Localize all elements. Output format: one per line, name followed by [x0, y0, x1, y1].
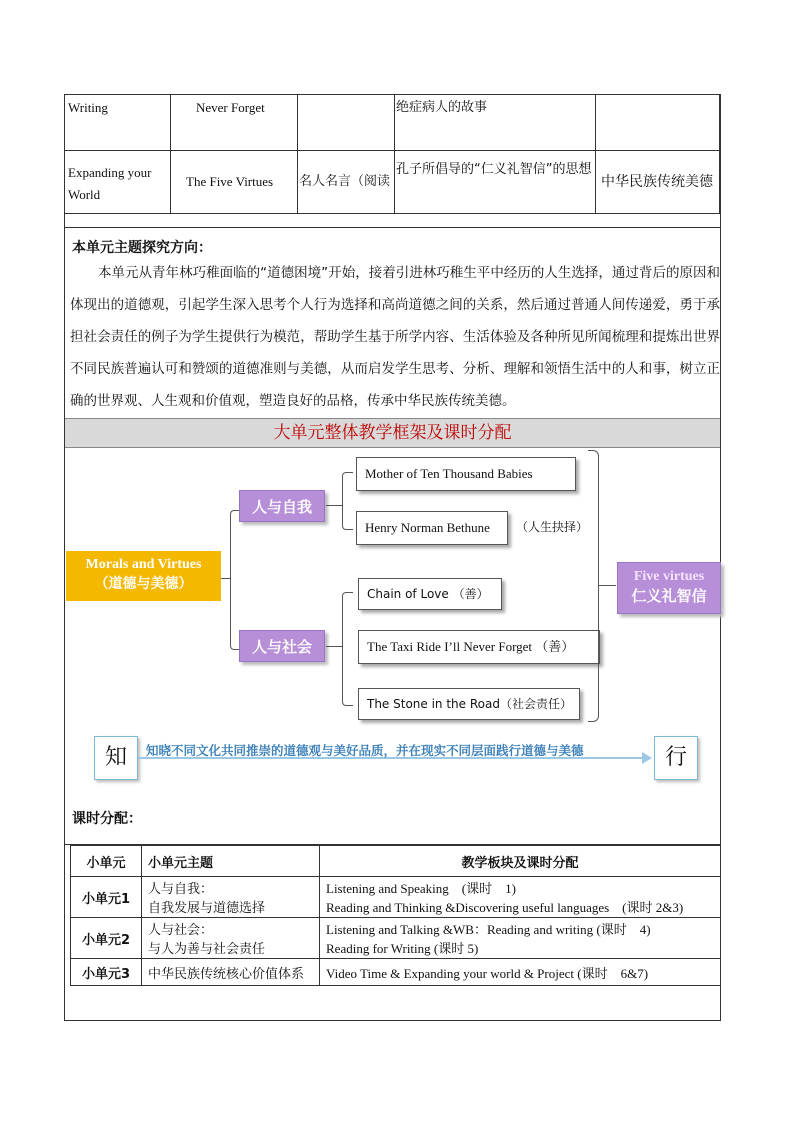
table-cell: Expanding your World [68, 165, 152, 202]
arrow-head-icon [642, 752, 652, 764]
connector [326, 505, 342, 506]
act-box: 行 [654, 736, 698, 780]
table-divider [394, 94, 395, 213]
table-header-row [71, 846, 721, 877]
unit-cell: 小单元3 [71, 959, 142, 986]
table-divider [170, 94, 171, 213]
plan-line: Reading and Thinking &Discovering useful languages (课时 2&3) [326, 900, 684, 915]
table-row [71, 918, 721, 959]
table-divider [297, 94, 298, 213]
table-divider [64, 150, 721, 151]
know-box: 知 [94, 736, 138, 780]
root-node [66, 551, 221, 601]
column-header: 小单元 [71, 846, 142, 877]
connector [342, 472, 353, 530]
plan-line: Video Time & Expanding your world & Project (课时 6&7) [326, 965, 649, 981]
table-divider [64, 227, 721, 228]
theme-line: 与人为善与社会责任 [148, 942, 266, 957]
connector [588, 450, 599, 722]
table-divider [719, 94, 720, 213]
leaf-stone-in-road: The Stone in the Road（社会责任） [358, 688, 580, 720]
leaf-note: （人生抉择） [516, 520, 589, 534]
plan-line: Listening and Speaking (课时 1) [326, 881, 516, 896]
table-row [71, 877, 721, 918]
root-label-en: Morals and Virtues [85, 557, 202, 572]
table-cell: The Five Virtues [186, 174, 274, 189]
table-divider [595, 94, 596, 213]
theme-paragraph: 本单元从青年林巧稚面临的“道德困境”开始，接着引进林巧稚生平中经历的人生选择，通过背后的原因和体现出的道德观，引起学生深入思考个人行为选择和高尚道德之间的关系，然后通过普通人间传递爱，勇于承担社会责任的例子为学生提供行为模范，帮助学生基于所学内容、生活体验及各种所见所闻梳理和提炼出世界不同民族普遍认可和赞颂的道德准则与美德，从而启发学生思考、分析、理解和领悟生活中的人和事，树立正确的世界观、人生观和价值观，塑造良好的品格，传承中华民族传统美德。 [70, 265, 720, 409]
allocation-table [70, 845, 721, 986]
connector [342, 592, 353, 706]
connector [326, 646, 342, 647]
leaf-chain-of-love: Chain of Love （善） [358, 578, 502, 610]
table-cell: 中华民族传统美德 [601, 174, 713, 190]
table-cell: 名人名言（阅读 [299, 174, 391, 189]
theme-heading: 本单元主题探究方向： [72, 240, 212, 256]
root-label-zh: （道德与美德） [94, 576, 193, 592]
theme-line: 自我发展与道德选择 [148, 901, 266, 916]
plan-line: Listening and Talking &WB：Reading and writing (课时 4) [326, 922, 651, 937]
arrow-caption: 知晓不同文化共同推崇的道德观与美好品质，并在现实不同层面践行道德与美德 [146, 743, 584, 758]
unit-cell: 小单元1 [71, 877, 142, 918]
connector [598, 585, 616, 586]
theme-line: 人与自我： [148, 882, 214, 897]
theme-line: 人与社会： [148, 923, 214, 938]
plan-line: Reading for Writing (课时 5) [326, 941, 479, 956]
branch-node-self: 人与自我 [239, 490, 325, 522]
unit-cell: 小单元2 [71, 918, 142, 959]
table-divider [64, 213, 721, 214]
framework-title: 大单元整体教学框架及课时分配 [65, 418, 720, 448]
table-cell: 绝症病人的故事 [396, 100, 488, 115]
virtues-label-zh: 仁义礼智信 [631, 587, 707, 605]
column-header: 教学板块及课时分配 [320, 846, 721, 877]
virtues-label-en: Five virtues [633, 569, 705, 584]
table-cell: Never Forget [196, 100, 265, 115]
connector [230, 510, 239, 650]
table-row [71, 959, 721, 986]
theme-line: 中华民族传统核心价值体系 [148, 966, 305, 982]
virtues-node [617, 562, 721, 614]
allocation-heading: 课时分配： [72, 811, 142, 827]
table-cell: Writing [68, 100, 108, 115]
leaf-norman-bethune: Henry Norman Bethune [356, 511, 508, 545]
branch-node-society: 人与社会 [239, 630, 325, 662]
table-cell: 孔子所倡导的“仁义礼智信”的思想 [396, 162, 592, 177]
leaf-mother-of-babies: Mother of Ten Thousand Babies [356, 457, 576, 491]
column-header: 小单元主题 [142, 846, 320, 877]
leaf-taxi-ride: The Taxi Ride I’ll Never Forget （善） [358, 630, 600, 664]
